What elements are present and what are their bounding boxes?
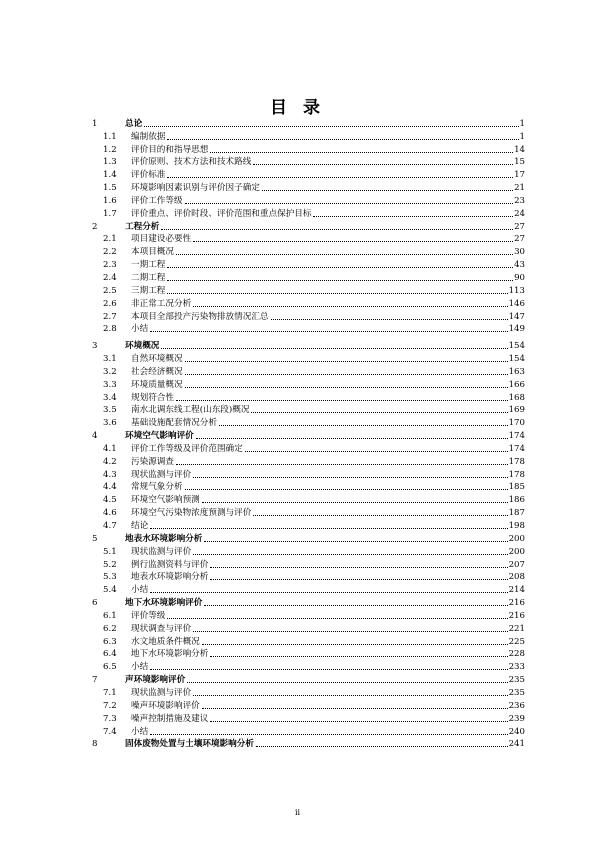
toc-entry-number: 1.4 [103,170,117,181]
toc-entry-page: 163 [508,366,525,377]
toc-entry-title: 水文地质条件概况 [131,636,200,647]
toc-entry-page: 186 [508,495,525,506]
toc-entry-title: 工程分析 [125,221,160,232]
toc-entry-title: 环境影响因素识别与评价因子确定 [131,183,260,194]
toc-section-entry[interactable] [92,244,525,257]
toc-section-entry[interactable] [92,142,525,155]
toc-entry-page: 174 [508,431,525,442]
toc-entry-title: 环境空气影响预测 [131,495,200,506]
toc-entry-title: 基础设施配套情况分析 [131,418,217,429]
toc-entry-title: 三期工程 [131,285,166,296]
toc-chapter-entry[interactable] [92,595,525,608]
toc-entry-number: 1.7 [103,208,117,219]
toc-dot-leader [193,241,513,242]
toc-dot-leader [245,451,508,452]
toc-chapter-entry[interactable] [92,338,525,351]
toc-dot-leader [271,319,508,320]
toc-dot-leader [185,489,508,490]
toc-entry-page: 146 [508,298,525,309]
toc-dot-leader [204,541,507,542]
toc-entry-page: 169 [508,405,525,416]
toc-entry-page: 170 [508,418,525,429]
toc-entry-page: 235 [508,675,525,686]
toc-entry-title: 本项目全部投产污染物排放情况汇总 [131,311,269,322]
toc-chapter-entry[interactable] [92,219,525,232]
toc-entry-title: 环境概况 [125,341,160,352]
toc-entry-number: 6.2 [103,623,117,634]
toc-entry-title: 评价重点、评价时段、评价范围和重点保护目标 [131,208,312,219]
toc-dot-leader [167,267,513,268]
toc-entry-title: 环境空气影响评价 [125,431,194,442]
toc-entry-page: 228 [508,649,525,660]
toc-section-entry[interactable] [92,351,525,364]
toc-dot-leader [185,374,508,375]
toc-section-entry[interactable] [92,724,525,737]
toc-section-entry[interactable] [92,621,525,634]
toc-entry-number: 1.3 [103,157,117,168]
toc-entry-title: 总论 [125,118,143,129]
toc-entry-page: 239 [508,713,525,724]
toc-section-entry[interactable] [92,505,525,518]
toc-entry-number: 5.2 [103,559,117,570]
toc-entry-page: 23 [514,195,525,206]
toc-dot-leader [193,554,507,555]
toc-entry-page: 178 [508,469,525,480]
toc-entry-title: 现状监测与评价 [131,546,192,557]
toc-entry-title: 评价工作等级及评价范围确定 [131,443,243,454]
toc-entry-page: 90 [514,272,525,283]
toc-dot-leader [176,464,508,465]
toc-dot-leader [202,644,508,645]
toc-entry-title: 一期工程 [131,260,166,271]
toc-entry-title: 小结 [131,324,149,335]
toc-entry-number: 6.3 [103,636,117,647]
toc-entry-title: 现状调查与评价 [131,623,192,634]
toc-entry-number: 6.1 [103,610,117,621]
toc-entry-number: 2 [92,221,98,232]
toc-entry-title: 固体废物处置与土壤环境影响分析 [125,739,254,750]
toc-entry-page: 168 [508,392,525,403]
toc-entry-title: 噪声环境影响评价 [131,700,200,711]
toc-chapter-entry[interactable] [92,428,525,441]
toc-entry-number: 6.4 [103,649,117,660]
toc-entry-title: 评价目的和指导思想 [131,144,209,155]
toc-dot-leader [251,412,507,413]
toc-entry-number: 1.5 [103,183,117,194]
toc-entry-title: 声环境影响评价 [125,675,186,686]
toc-entry-title: 例行监测资料与评价 [131,559,209,570]
toc-entry-page: 14 [514,144,525,155]
toc-entry-page: 113 [508,285,525,296]
toc-entry-page: 166 [508,379,525,390]
toc-section-entry[interactable] [92,129,525,142]
toc-entry-title: 评价原则、技术方法和技术路线 [131,157,252,168]
toc-entry-page: 27 [514,234,525,245]
toc-entry-number: 5.4 [103,585,117,596]
toc-dot-leader [313,216,513,217]
toc-entry-number: 4 [92,431,98,442]
toc-dot-leader [150,528,507,529]
toc-entry-number: 1.6 [103,195,117,206]
toc-entry-title: 本项目概况 [131,247,174,258]
toc-section-entry[interactable] [92,322,525,335]
toc-section-entry[interactable] [92,608,525,621]
toc-entry-title: 地下水环境影响评价 [125,598,203,609]
toc-entry-title: 现状监测与评价 [131,469,192,480]
toc-entry-page: 235 [508,687,525,698]
toc-section-entry[interactable] [92,647,525,660]
toc-dot-leader [161,348,507,349]
toc-entry-number: 3.4 [103,392,117,403]
toc-dot-leader [167,618,507,619]
toc-entry-number: 2.6 [103,298,117,309]
toc-entry-page: 241 [508,739,525,750]
toc-dot-leader [167,139,518,140]
toc-entry-number: 2.7 [103,311,117,322]
toc-dot-leader [193,477,507,478]
toc-entry-page: 225 [508,636,525,647]
toc-section-entry[interactable] [92,492,525,505]
toc-dot-leader [253,515,507,516]
toc-entry-page: 200 [508,546,525,557]
toc-entry-title: 自然环境概况 [131,354,183,365]
toc-entry-page: 198 [508,521,525,531]
toc-entry-number: 2.5 [103,285,117,296]
toc-entry-number: 4.2 [103,456,117,467]
toc-entry-page: 187 [508,508,525,519]
toc-entry-number: 6.5 [103,662,117,673]
toc-dot-leader [185,387,508,388]
toc-entry-number: 7.1 [103,687,117,698]
toc-dot-leader [167,177,513,178]
toc-entry-page: 27 [514,221,525,232]
toc-entry-title: 地表水环境影响分析 [131,572,209,583]
toc-entry-page: 147 [508,311,525,322]
toc-entry-number: 2.2 [103,247,117,258]
toc-section-entry[interactable] [92,415,525,428]
toc-entry-title: 二期工程 [131,272,166,283]
toc-dot-leader [256,746,508,747]
toc-dot-leader [253,164,513,165]
toc-entry-title: 评价工作等级 [131,195,183,206]
toc-entry-page: 178 [508,456,525,467]
toc-dot-leader [176,254,513,255]
toc-section-entry[interactable] [92,544,525,557]
toc-entry-page: 154 [508,341,525,352]
toc-entry-number: 2.8 [103,324,117,335]
toc-entry-title: 常规气象分析 [131,482,183,493]
toc-entry-number: 1.2 [103,144,117,155]
toc-chapter-entry[interactable] [92,116,525,129]
toc-entry-number: 4.4 [103,482,117,493]
toc-entry-page: 240 [508,726,525,737]
toc-section-entry[interactable] [92,685,525,698]
toc-dot-leader [196,438,508,439]
toc-entry-number: 3.5 [103,405,117,416]
toc-section-entry[interactable] [92,257,525,270]
toc-entry-title: 评价标准 [131,170,166,181]
toc-entry-number: 7.4 [103,726,117,737]
toc-section-entry[interactable] [92,180,525,193]
toc-entry-page: 216 [508,610,525,621]
toc-entry-number: 2.4 [103,272,117,283]
toc-section-entry[interactable] [92,634,525,647]
toc-section-entry[interactable] [92,711,525,724]
toc-dot-leader [144,126,518,127]
toc-entry-title: 非正常工况分析 [131,298,192,309]
toc-entry-title: 环境质量概况 [131,379,183,390]
toc-entry-page: 208 [508,572,525,583]
table-of-contents [92,116,525,749]
toc-dot-leader [193,306,507,307]
toc-entry-number: 4.5 [103,495,117,506]
toc-entry-page: 236 [508,700,525,711]
toc-section-entry[interactable] [92,193,525,206]
toc-entry-page: 21 [514,183,525,194]
toc-section-entry[interactable] [92,467,525,480]
toc-dot-leader [167,280,513,281]
toc-dot-leader [185,361,508,362]
toc-entry-title: 地下水环境影响分析 [131,649,209,660]
toc-entry-page: 185 [508,482,525,493]
toc-entry-number: 3 [92,341,98,352]
toc-dot-leader [167,293,507,294]
toc-section-entry[interactable] [92,377,525,390]
toc-entry-page: 214 [508,585,525,596]
toc-section-entry[interactable] [92,155,525,168]
toc-section-entry[interactable] [92,206,525,219]
toc-section-entry[interactable] [92,309,525,322]
toc-entry-title: 噪声控制措施及建议 [131,713,209,724]
toc-entry-title: 编制依据 [131,131,166,142]
toc-entry-title: 环境空气污染物浓度预测与评价 [131,508,252,519]
toc-entry-number: 8 [92,739,98,750]
toc-entry-page: 174 [508,443,525,454]
toc-dot-leader [210,567,507,568]
toc-dot-leader [210,656,507,657]
toc-entry-page: 221 [508,623,525,634]
toc-chapter-entry[interactable] [92,672,525,685]
toc-dot-leader [193,695,507,696]
toc-section-entry[interactable] [92,518,525,531]
toc-section-entry[interactable] [92,390,525,403]
toc-dot-leader [187,682,507,683]
toc-dot-leader [210,721,507,722]
toc-entry-number: 4.6 [103,508,117,519]
toc-entry-page: 24 [514,208,525,219]
toc-chapter-entry[interactable] [92,531,525,544]
toc-entry-number: 5 [92,533,98,544]
toc-dot-leader [150,331,507,332]
toc-dot-leader [150,669,507,670]
toc-entry-number: 6 [92,598,98,609]
toc-entry-number: 1.1 [103,131,117,142]
toc-section-entry[interactable] [92,364,525,377]
toc-section-entry[interactable] [92,698,525,711]
toc-section-entry[interactable] [92,441,525,454]
toc-entry-page: 216 [508,598,525,609]
toc-entry-page: 207 [508,559,525,570]
toc-section-entry[interactable] [92,232,525,245]
toc-section-entry[interactable] [92,270,525,283]
toc-dot-leader [210,152,513,153]
toc-section-entry[interactable] [92,480,525,493]
toc-entry-number: 5.3 [103,572,117,583]
toc-section-entry[interactable] [92,296,525,309]
toc-entry-number: 4.7 [103,521,117,531]
toc-entry-number: 3.2 [103,366,117,377]
toc-section-entry[interactable] [92,283,525,296]
toc-dot-leader [161,229,513,230]
toc-dot-leader [262,190,513,191]
toc-entry-number: 3.1 [103,354,117,365]
toc-entry-page: 30 [514,247,525,258]
toc-entry-number: 2.3 [103,260,117,271]
toc-entry-number: 4.3 [103,469,117,480]
toc-entry-title: 社会经济概况 [131,366,183,377]
toc-dot-leader [193,631,507,632]
toc-entry-number: 3.3 [103,379,117,390]
toc-entry-title: 规划符合性 [131,392,174,403]
toc-entry-page: 15 [514,157,525,168]
toc-section-entry[interactable] [92,582,525,595]
toc-entry-page: 154 [508,354,525,365]
toc-entry-number: 7.3 [103,713,117,724]
toc-entry-title: 污染源调查 [131,456,174,467]
toc-entry-number: 2.1 [103,234,117,245]
toc-entry-title: 地表水环境影响分析 [125,533,203,544]
toc-entry-page: 1 [519,131,525,142]
toc-section-entry[interactable] [92,570,525,583]
toc-entry-number: 5.1 [103,546,117,557]
toc-entry-title: 小结 [131,726,149,737]
toc-chapter-entry[interactable] [92,737,525,750]
toc-entry-page: 233 [508,662,525,673]
toc-dot-leader [150,592,507,593]
toc-section-entry[interactable] [92,403,525,416]
toc-entry-page: 200 [508,533,525,544]
toc-entry-page: 17 [514,170,525,181]
toc-section-entry[interactable] [92,454,525,467]
toc-entry-number: 1 [92,118,98,129]
toc-dot-leader [150,734,507,735]
toc-dot-leader [219,425,508,426]
toc-entry-title: 现状监测与评价 [131,687,192,698]
page-title: 目 录 [270,98,325,118]
toc-entry-number: 4.1 [103,443,117,454]
toc-entry-number: 7.2 [103,700,117,711]
toc-dot-leader [204,605,507,606]
toc-entry-page: 43 [514,260,525,271]
toc-dot-leader [176,400,508,401]
toc-entry-title: 小结 [131,662,149,673]
toc-section-entry[interactable] [92,557,525,570]
toc-entry-title: 项目建设必要性 [131,234,192,245]
toc-dot-leader [210,579,507,580]
toc-entry-page: 149 [508,324,525,335]
toc-dot-leader [185,203,513,204]
toc-entry-page: 1 [519,118,525,129]
toc-dot-leader [202,708,508,709]
toc-entry-number: 3.6 [103,418,117,429]
toc-entry-title: 评价等级 [131,610,166,621]
toc-section-entry[interactable] [92,659,525,672]
toc-entry-number: 7 [92,675,98,686]
toc-entry-title: 南水北调东线工程(山东段)概况 [131,405,250,416]
toc-section-entry[interactable] [92,167,525,180]
toc-entry-title: 结论 [131,521,149,531]
page-number: ii [294,808,301,817]
toc-entry-title: 小结 [131,585,149,596]
toc-dot-leader [202,502,508,503]
